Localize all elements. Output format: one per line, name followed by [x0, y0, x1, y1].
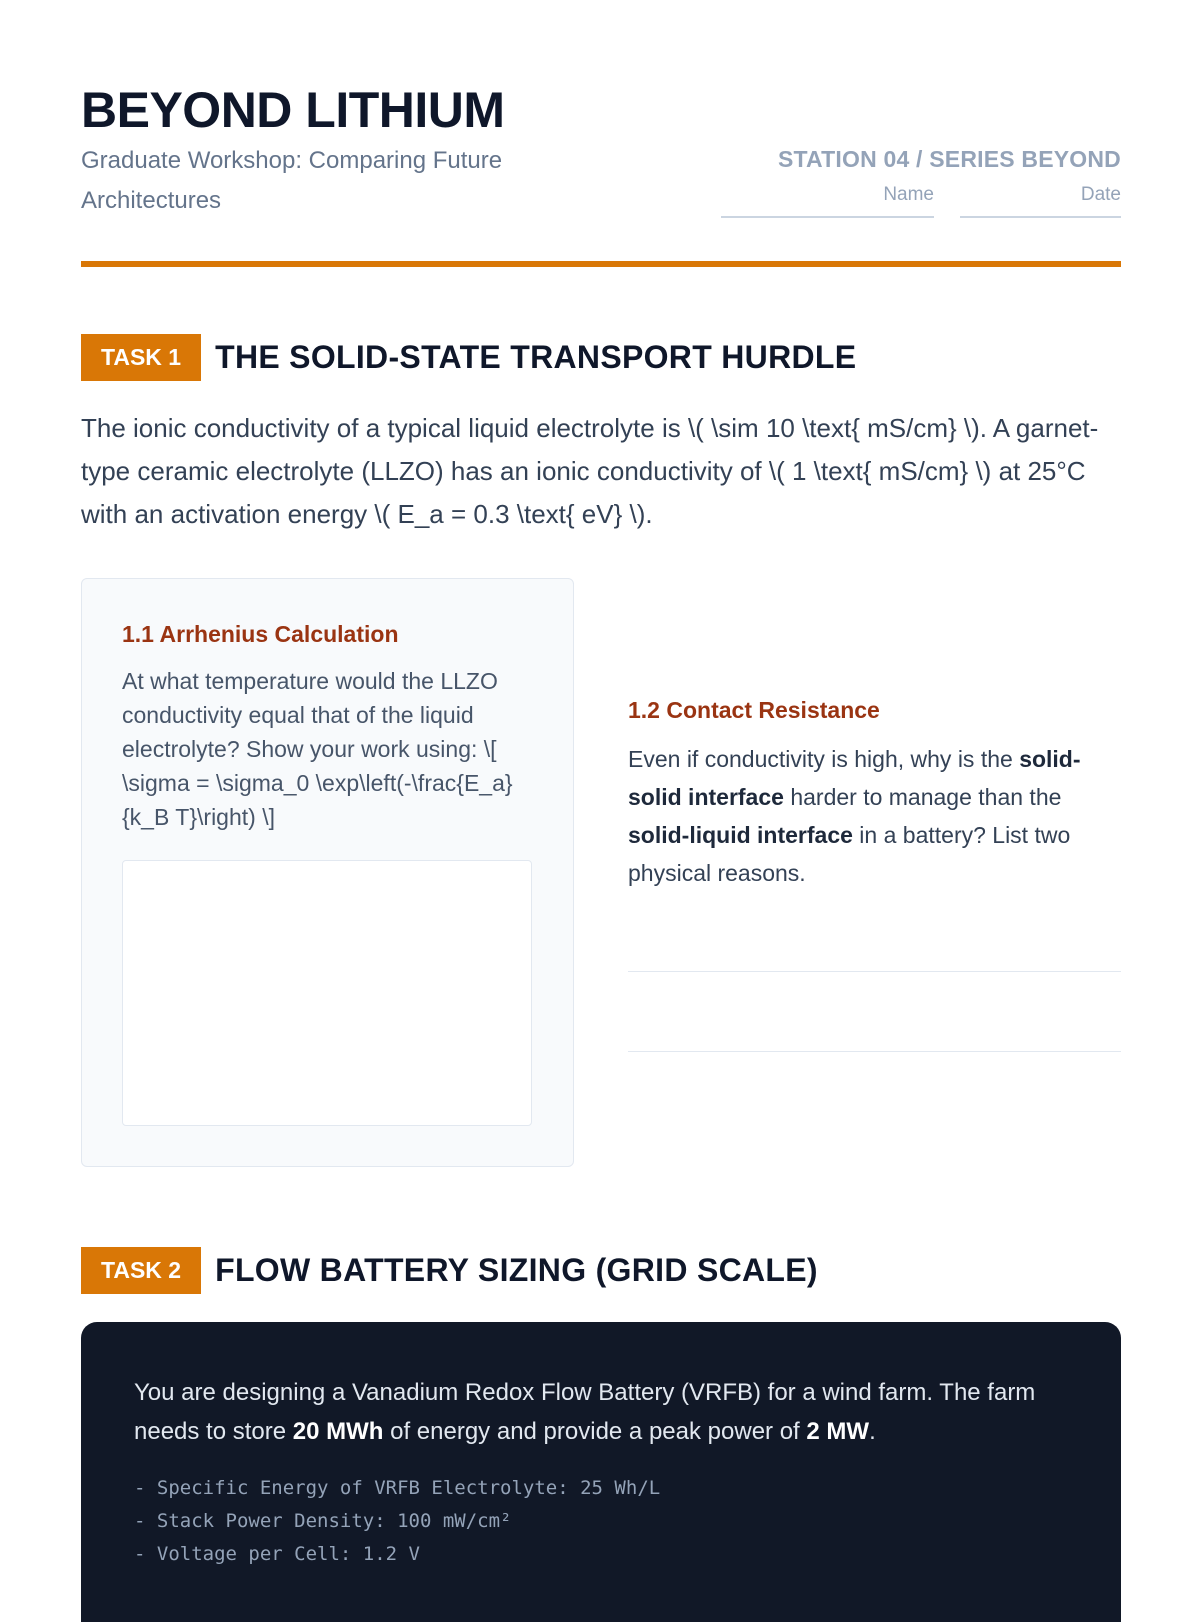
- q2-heading: 1.2 Contact Resistance: [628, 697, 880, 723]
- q1-text: At what temperature would the LLZO conductivity equal that of the liquid electrolyte? Show your work using: \[ \sigma = \sigma_0 \exp\left(-\frac{E_a}{k_B T}\right) \]: [122, 668, 513, 830]
- q1-answer-box[interactable]: [122, 860, 532, 1126]
- task1-intro: The ionic conductivity of a typical liquid electrolyte is \( \sim 10 \text{ mS/cm} \). A garnet-type ceramic electrolyte (LLZO) has an ionic conductivity of \( 1 \text{ mS/cm} \) at 25°C with an activation energy \( E_a = 0.3 \text{ eV} \).: [81, 413, 1099, 529]
- task2-text-a: You are designing a Vanadium Redox Flow Battery (VRFB) for a wind farm. The farm needs to store: [134, 1379, 1036, 1445]
- task2-bold-a: 20 MWh: [292, 1418, 384, 1445]
- task2-text: [134, 1373, 1074, 1451]
- header-divider: [81, 261, 1121, 267]
- q2-answer-line-2[interactable]: [628, 1051, 1121, 1052]
- task2-badge: TASK 2: [81, 1247, 201, 1294]
- date-field[interactable]: [960, 184, 1121, 218]
- task2-text-c: .: [869, 1418, 876, 1445]
- q2-text: [628, 740, 1123, 892]
- q2-bold-a: solid-solid interface: [628, 746, 1081, 810]
- task1-title: THE SOLID-STATE TRANSPORT HURDLE: [215, 339, 857, 375]
- task2-title: FLOW BATTERY SIZING (GRID SCALE): [215, 1252, 818, 1288]
- q2-text-c: in a battery? List two physical reasons.: [628, 822, 1071, 886]
- page-title: BEYOND LITHIUM: [81, 82, 505, 138]
- task1-badge: TASK 1: [81, 334, 201, 381]
- task2-bold-b: 2 MW: [806, 1418, 870, 1445]
- q2-bold-b: solid-liquid interface: [628, 822, 853, 848]
- date-label: Date: [1080, 184, 1121, 205]
- task2-text-b: of energy and provide a peak power of: [383, 1418, 807, 1445]
- q2-answer-line-1[interactable]: [628, 971, 1121, 972]
- task2-panel: [81, 1322, 1121, 1622]
- name-label: Name: [883, 184, 934, 205]
- spec-line: - Voltage per Cell: 1.2 V: [134, 1543, 420, 1565]
- q1-heading: 1.1 Arrhenius Calculation: [122, 621, 399, 647]
- q2-text-b: harder to manage than the: [783, 784, 1062, 810]
- name-field[interactable]: [721, 184, 934, 218]
- spec-line: - Stack Power Density: 100 mW/cm²: [134, 1510, 512, 1532]
- station-label: STATION 04 / SERIES BEYOND: [777, 146, 1121, 172]
- task2-header: [81, 1247, 818, 1294]
- task1-header: [81, 334, 856, 381]
- spec-line: - Specific Energy of VRFB Electrolyte: 25 Wh/L: [134, 1477, 661, 1499]
- page-subtitle: Graduate Workshop: Comparing Future Architectures: [81, 147, 503, 214]
- q2-text-a: Even if conductivity is high, why is the: [628, 746, 1020, 772]
